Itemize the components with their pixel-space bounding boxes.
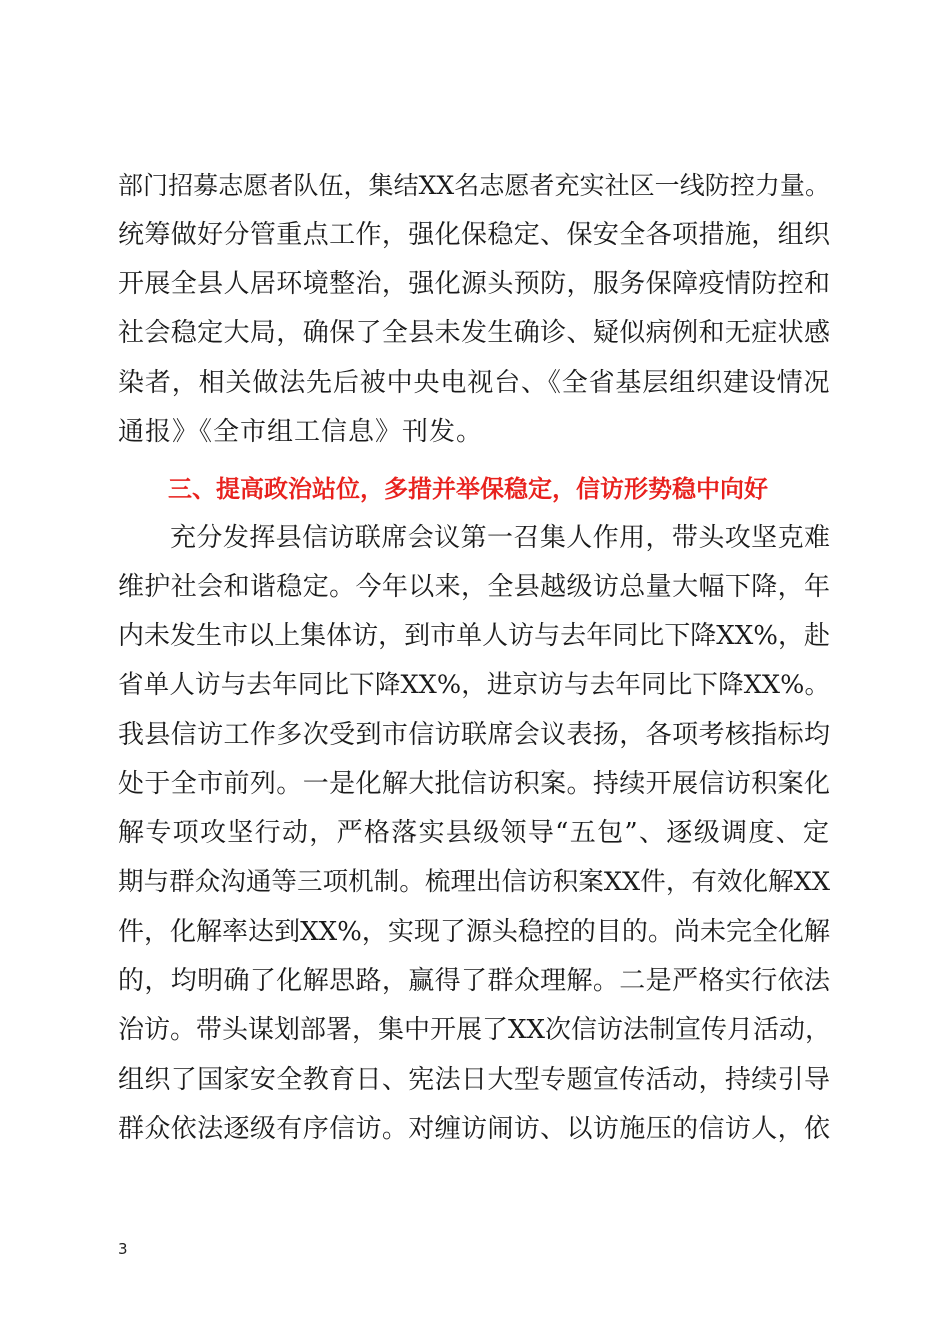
text-line: 通报》《全市组工信息》刊发。 [118,417,484,447]
text-line: 社会稳定大局，确保了全县未发生确诊、疑似病例和无症状感 [118,318,830,348]
text-line: 充分发挥县信访联席会议第一召集人作用，带头攻坚克难 [170,523,830,553]
text-line: 件，化解率达到XX%，实现了源头稳控的目的。尚未完全化解 [118,917,830,947]
text-line: 开展全县人居环境整治，强化源头预防，服务保障疫情防控和 [118,269,830,299]
text-line: 统筹做好分管重点工作，强化保稳定、保安全各项措施，组织 [118,220,830,250]
text-line: 部门招募志愿者队伍，集结XX名志愿者充实社区一线防控力量。 [118,171,830,200]
text-line: 维护社会和谐稳定。今年以来，全县越级访总量大幅下降，年 [118,572,830,602]
text-line: 内未发生市以上集体访，到市单人访与去年同比下降XX%，赴 [118,621,830,651]
text-line: 我县信访工作多次受到市信访联席会议表扬，各项考核指标均 [118,720,830,750]
text-line: 群众依法逐级有序信访。对缠访闹访、以访施压的信访人，依 [118,1114,830,1144]
text-line: 省单人访与去年同比下降XX%，进京访与去年同比下降XX%。 [118,670,830,700]
text-line: 期与群众沟通等三项机制。梳理出信访积案XX件，有效化解XX [118,867,830,897]
text-line: 染者，相关做法先后被中央电视台、《全省基层组织建设情况 [118,368,830,398]
section-heading: 三、提高政治站位，多措并举保稳定，信访形势稳中向好 [168,475,768,503]
text-line: 组织了国家安全教育日、宪法日大型专题宣传活动，持续引导 [118,1065,830,1095]
text-line: 的，均明确了化解思路，赢得了群众理解。二是严格实行依法 [118,966,830,996]
text-line: 处于全市前列。一是化解大批信访积案。持续开展信访积案化 [118,769,830,799]
text-line: 治访。带头谋划部署，集中开展了XX次信访法制宣传月活动， [118,1015,832,1045]
page-number: 3 [118,1240,128,1258]
text-line: 解专项攻坚行动，严格落实县级领导“五包”、逐级调度、定 [118,818,830,848]
